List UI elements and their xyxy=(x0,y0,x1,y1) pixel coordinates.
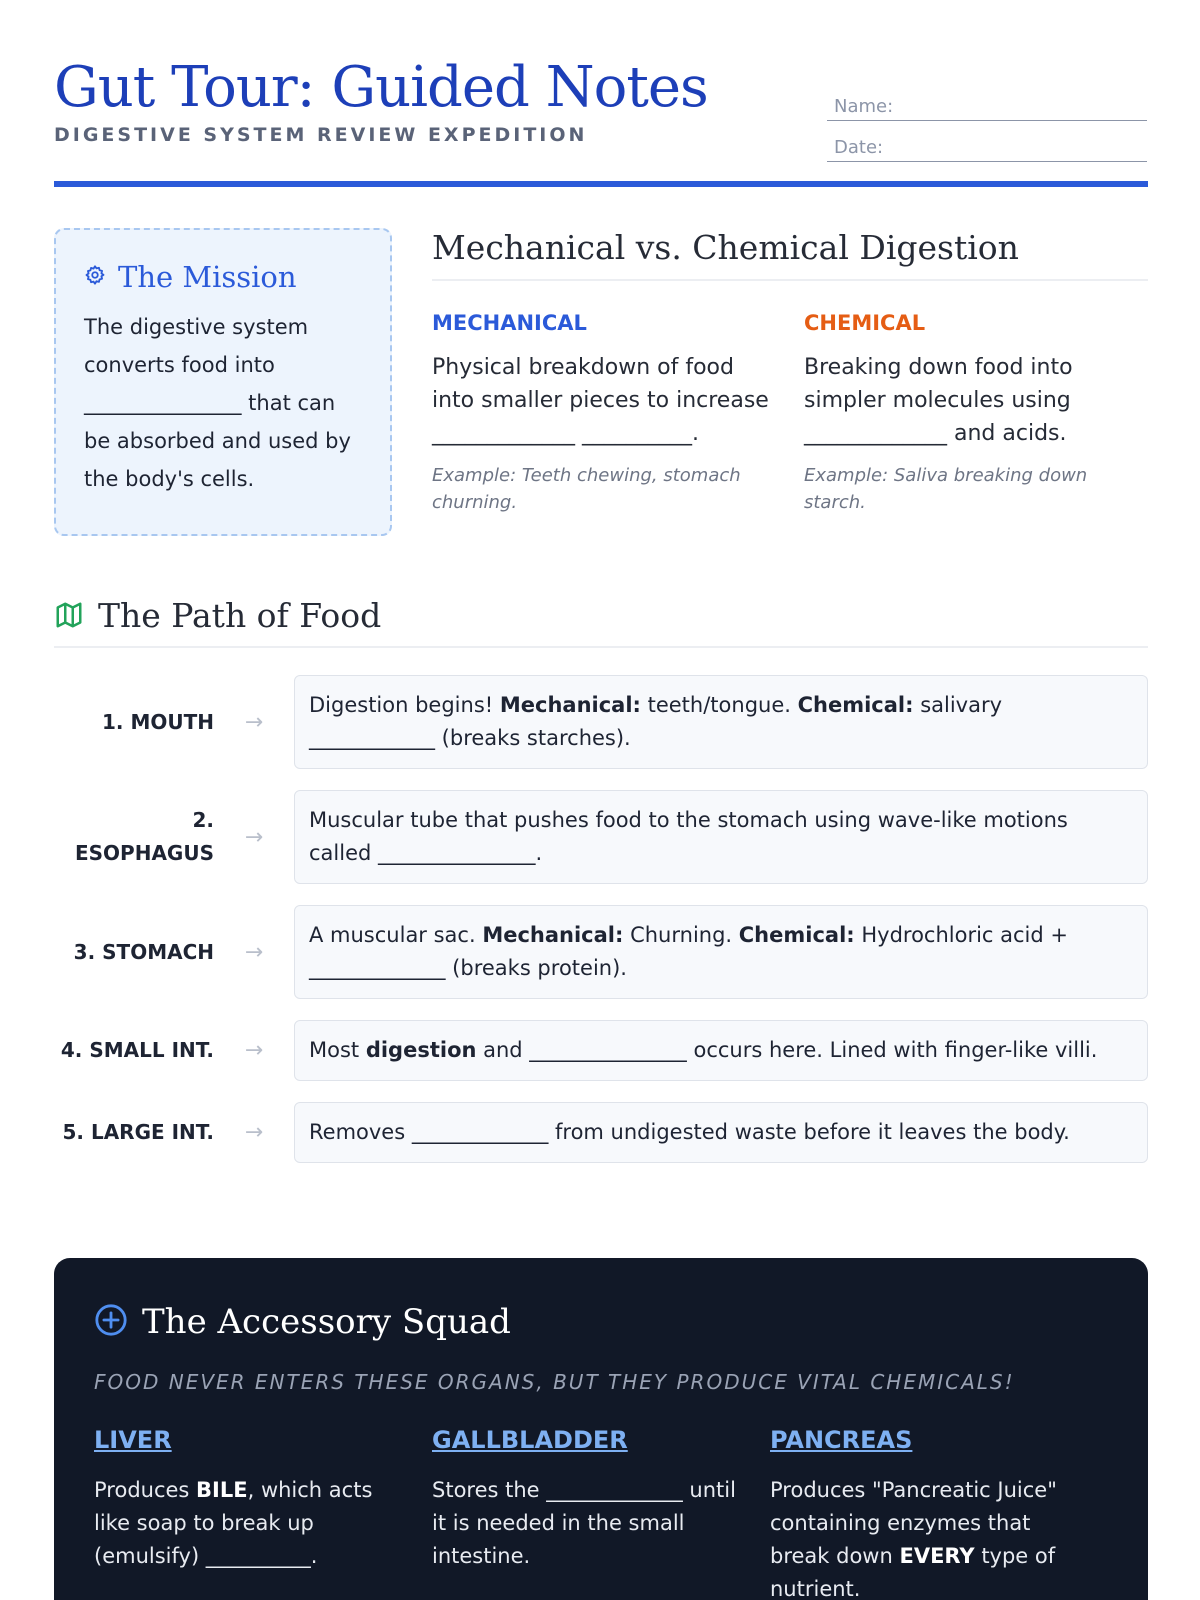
header-divider xyxy=(54,181,1148,187)
chemical-text: Breaking down food into simpler molecules using _____________ and acids. xyxy=(804,355,1073,446)
chemical-label: CHEMICAL xyxy=(804,311,926,335)
organ-card xyxy=(94,1426,432,1600)
step-notes-box[interactable] xyxy=(294,1020,1148,1081)
name-field[interactable] xyxy=(827,80,1147,121)
chemical-example: Example: Saliva breaking down starch. xyxy=(804,465,1088,513)
path-step xyxy=(54,1102,1148,1163)
text-run: Stores the _____________ until it is needed in the small intestine. xyxy=(432,1478,736,1568)
text-run: salivary ____________ (breaks starches). xyxy=(309,693,1003,750)
arrow-right-icon: → xyxy=(244,1120,264,1145)
step-notes-box[interactable] xyxy=(294,790,1148,884)
path-steps xyxy=(54,675,1148,1184)
arrow-right-icon: → xyxy=(244,939,264,965)
text-run: teeth/tongue. xyxy=(640,693,798,717)
bold-term: BILE xyxy=(196,1478,248,1502)
bold-term: Chemical: xyxy=(738,923,855,947)
text-run: , which acts like soap to break up (emulsify) __________. xyxy=(94,1478,373,1568)
mission-title: The Mission xyxy=(118,260,297,294)
bold-term: EVERY xyxy=(899,1544,975,1568)
organ-description xyxy=(770,1474,1088,1600)
step-name: 5. LARGE INT. xyxy=(62,1120,214,1144)
text-run: and _______________ occurs here. Lined with finger-like villi. xyxy=(476,1038,1098,1062)
text-run: A muscular sac. xyxy=(309,923,483,947)
mission-card xyxy=(54,228,392,536)
date-label: Date: xyxy=(834,137,884,158)
squad-subtitle: FOOD NEVER ENTERS THESE ORGANS, BUT THEY PRODUCE VITAL CHEMICALS! xyxy=(94,1370,1015,1394)
step-notes-box[interactable] xyxy=(294,675,1148,769)
date-field[interactable] xyxy=(827,121,1147,162)
page-title: Gut Tour: Guided Notes xyxy=(54,55,708,120)
organ-name: PANCREAS xyxy=(770,1426,913,1454)
organ-card xyxy=(432,1426,770,1600)
arrow-right-icon: → xyxy=(244,709,264,735)
organ-name: GALLBLADDER xyxy=(432,1426,628,1454)
text-run: Hydrochloric acid + _____________ (breaks protein). xyxy=(309,923,1068,980)
organ-description xyxy=(94,1474,412,1573)
mechanical-example: Example: Teeth chewing, stomach churning. xyxy=(432,465,741,513)
comparison-title: Mechanical vs. Chemical Digestion xyxy=(432,228,1148,281)
step-notes-box[interactable] xyxy=(294,905,1148,999)
student-info-fields xyxy=(827,80,1147,162)
organ-name: LIVER xyxy=(94,1426,172,1454)
text-run: Digestion begins! xyxy=(309,693,500,717)
page-subtitle: DIGESTIVE SYSTEM REVIEW EXPEDITION xyxy=(54,124,588,146)
path-step xyxy=(54,905,1148,999)
text-run: Produces xyxy=(94,1478,197,1502)
organ-card xyxy=(770,1426,1108,1600)
organ-list xyxy=(94,1426,1108,1600)
path-step xyxy=(54,1020,1148,1081)
step-name: 3. STOMACH xyxy=(73,939,214,964)
digestion-comparison xyxy=(432,228,1148,516)
step-name: 1. MOUTH xyxy=(101,709,214,734)
arrow-right-icon: → xyxy=(244,1038,264,1063)
text-run: Removes _____________ from undigested waste before it leaves the body. xyxy=(309,1120,1070,1144)
path-step xyxy=(54,675,1148,769)
page-header xyxy=(54,52,1148,190)
mission-text: The digestive system converts food into _______________ that can be absorbed and used by the body's cells. xyxy=(84,315,351,491)
step-name: 2. ESOPHAGUS xyxy=(74,808,214,865)
text-run: Most xyxy=(309,1038,366,1062)
text-run: type of nutrient. xyxy=(770,1544,1056,1600)
squad-header xyxy=(94,1302,1108,1342)
gear-icon xyxy=(84,264,106,290)
mechanical-column xyxy=(432,311,776,516)
step-notes-box[interactable] xyxy=(294,1102,1148,1163)
text-run: Muscular tube that pushes food to the stomach using wave-like motions called _______________. xyxy=(309,808,1068,865)
bold-term: digestion xyxy=(365,1038,477,1062)
step-name: 4. SMALL INT. xyxy=(60,1038,214,1062)
text-run: Churning. xyxy=(623,923,739,947)
arrow-right-icon: → xyxy=(244,824,264,850)
path-title: The Path of Food xyxy=(98,596,382,635)
mechanical-label: MECHANICAL xyxy=(432,311,587,335)
path-step xyxy=(54,790,1148,884)
organ-description xyxy=(432,1474,750,1573)
bold-term: Mechanical: xyxy=(499,693,641,717)
bold-term: Chemical: xyxy=(797,693,914,717)
path-section-header xyxy=(54,596,1148,648)
mechanical-text: Physical breakdown of food into smaller pieces to increase _____________ __________. xyxy=(432,355,769,446)
bold-term: Mechanical: xyxy=(482,923,624,947)
text-run: Produces "Pancreatic Juice" containing enzymes that break down xyxy=(770,1478,1057,1568)
chemical-column xyxy=(804,311,1148,516)
name-label: Name: xyxy=(834,96,894,117)
accessory-squad-panel xyxy=(54,1258,1148,1600)
mission-header xyxy=(84,260,364,294)
map-icon xyxy=(54,600,84,634)
comparison-columns xyxy=(432,311,1148,516)
plus-circle-icon xyxy=(94,1303,128,1341)
squad-title: The Accessory Squad xyxy=(142,1302,511,1342)
